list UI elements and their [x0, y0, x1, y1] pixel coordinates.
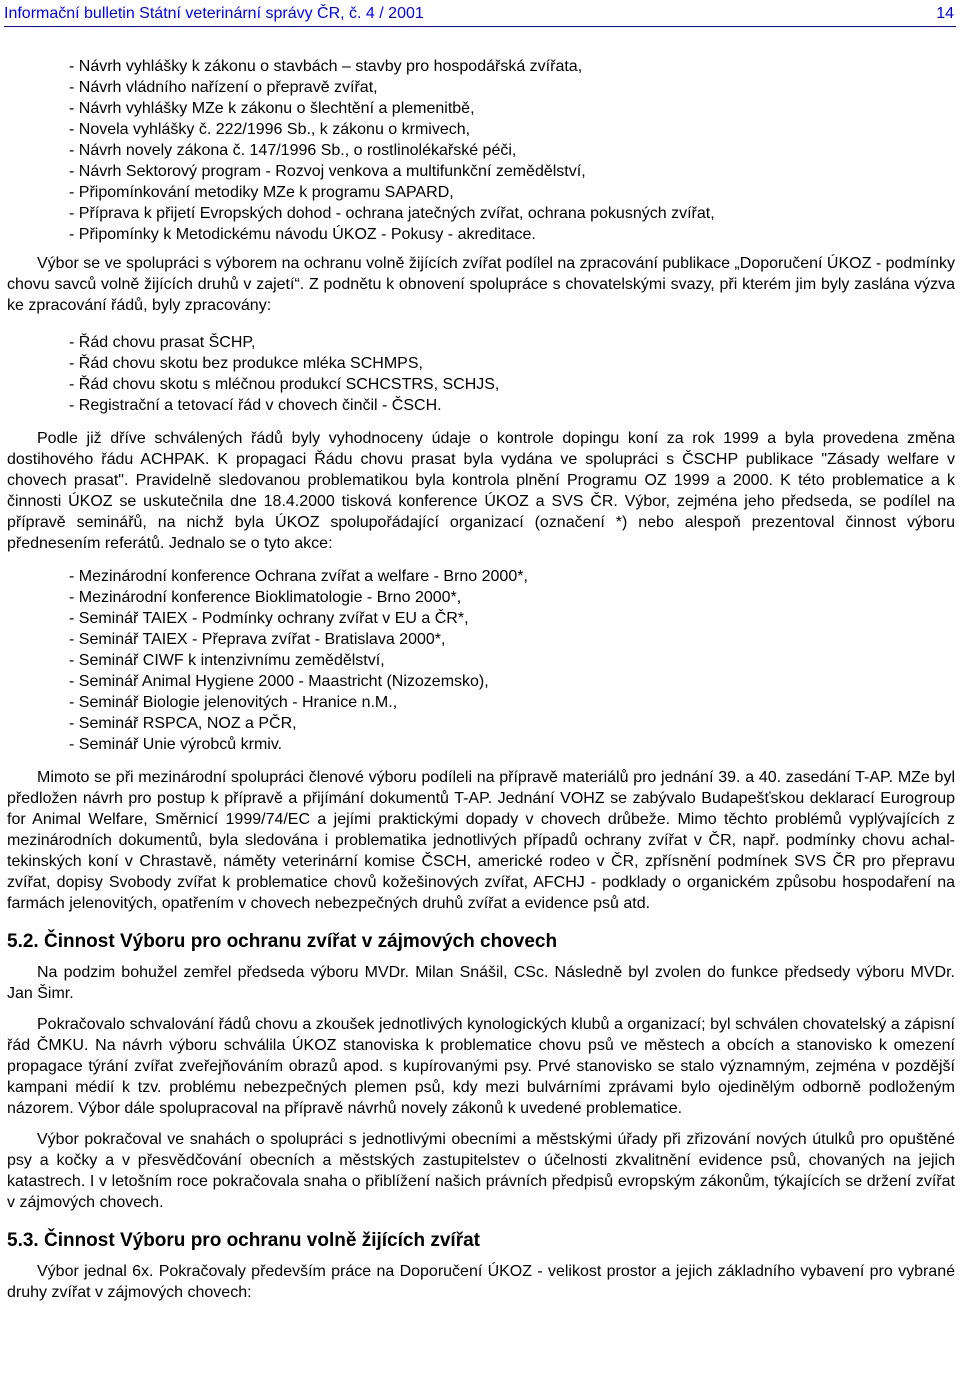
list-item: - Návrh Sektorový program - Rozvoj venkova a multifunkční zemědělství, [69, 163, 586, 180]
list-item: - Připomínky k Metodickému návodu ÚKOZ - Pokusy - akreditace. [69, 226, 536, 243]
section-heading-5-3: 5.3. Činnost Výboru pro ochranu volně žijících zvířat [7, 1230, 480, 1251]
paragraph-publication: Výbor se ve spolupráci s výborem na ochranu volně žijících zvířat podílel na zpracování publikace „Doporučení ÚKOZ - podmínky chovu savců volně žijících druhů v zajetí“. Z podnětu k obnovení spolupráce s chovatelskými svazy, při kterém jim byly zaslána výzva ke zpracování řádů, byly zpracovány: [7, 255, 955, 314]
paragraph-wildlife-committee: Výbor jednal 6x. Pokračovaly především práce na Doporučení ÚKOZ - velikost prostor a jejich základního vybavení pro vybrané druhy zvířat v zájmových chovech: [7, 1263, 955, 1301]
main-content [7, 56, 955, 1303]
list-item: - Seminář TAIEX - Podmínky ochrany zvířat v EU a ČR*, [69, 610, 469, 627]
list-item: - Seminář Biologie jelenovitých - Hranice n.M., [69, 694, 398, 711]
breeding-rules-list [7, 332, 955, 416]
bulletin-title: Informační bulletin Státní veterinární správy ČR, č. 4 / 2001 [4, 5, 424, 22]
list-item: - Řád chovu skotu bez produkce mléka SCHMPS, [69, 355, 423, 372]
list-item: - Seminář CIWF k intenzivnímu zemědělství, [69, 652, 385, 669]
list-item: - Návrh vyhlášky MZe k zákonu o šlechtění a plemenitbě, [69, 100, 475, 117]
list-item: - Seminář Animal Hygiene 2000 - Maastricht (Nizozemsko), [69, 673, 489, 690]
list-item: - Připomínkování metodiky MZe k programu SAPARD, [69, 184, 454, 201]
list-item: - Seminář RSPCA, NOZ a PČR, [69, 715, 297, 732]
list-item: - Novela vyhlášky č. 222/1996 Sb., k zákonu o krmivech, [69, 121, 471, 138]
list-item: - Řád chovu prasat ŠCHP, [69, 334, 256, 351]
paragraph-international: Mimoto se při mezinárodní spolupráci členové výboru podíleli na přípravě materiálů pro jednání 39. a 40. zasedání T-AP. MZe byl předložen návrh pro postup k přípravě a přijímání dokumentů T-AP. Jednání VOHZ se zabývalo Budapešťskou deklarací Eurogroup for Animal Welfare, Směrnicí 1999/74/EC a jejími praktickými dopady v chovech drůbeže. Mimo těchto problémů vyplývajících z mezinárodních dokumentů, byla sledována i problematika jednotlivých případů ochrany zvířat v ČR, např. podmínky chovu achal-tekinských koní v Chrastavě, náměty veterinární komise ČSCH, americké rodeo v ČR, zpřísnění podmínek SVS ČR pro přepravu zvířat, dopisy Svobody zvířat k problematice chovů kožešinových zvířat, AFCHJ - podklady o organickém způsobu hospodaření na farmách jelenovitých, opatřením v chovech nebezpečných druhů zvířat a evidence psů atd. [7, 769, 955, 912]
list-item: - Mezinárodní konference Ochrana zvířat a welfare - Brno 2000*, [69, 568, 528, 585]
list-item: - Mezinárodní konference Bioklimatologie - Brno 2000*, [69, 589, 462, 606]
paragraph-shelters: Výbor pokračoval ve snahách o spolupráci s jednotlivými obecními a městskými úřady při zřizování nových útulků pro opuštěné psy a kočky a v přesvědčování obecních a městských zastupitelstev o účelnosti zkvalitnění evidence psů, chovaných na jejich katastrech. I v letošním roce pokračovala snaha o přiblížení našich právních předpisů evropským zákonům, týkajících se držení zvířat v zájmových chovech. [7, 1131, 955, 1211]
list-item: - Seminář TAIEX - Přeprava zvířat - Bratislava 2000*, [69, 631, 446, 648]
list-item: - Návrh novely zákona č. 147/1996 Sb., o rostlinolékařské péči, [69, 142, 517, 159]
list-item: - Návrh vládního nařízení o přepravě zvířat, [69, 79, 378, 96]
legislation-list [7, 56, 955, 245]
list-item: - Návrh vyhlášky k zákonu o stavbách – stavby pro hospodářská zvířata, [69, 58, 583, 75]
list-item: - Registrační a tetovací řád v chovech činčil - ČSCH. [69, 397, 442, 414]
page-header [4, 4, 956, 27]
page-number: 14 [936, 5, 954, 22]
section-heading-5-2: 5.2. Činnost Výboru pro ochranu zvířat v zájmových chovech [7, 931, 558, 952]
paragraph-chairman: Na podzim bohužel zemřel předseda výboru MVDr. Milan Snášil, CSc. Následně byl zvolen do funkce předsedy výboru MVDr. Jan Šimr. [7, 964, 955, 1002]
paragraph-dog-rules: Pokračovalo schvalování řádů chovu a zkoušek jednotlivých kynologických klubů a organizací; byl schválen chovatelský a zápisní řád ČMKU. Na návrh výboru schválila ÚKOZ stanoviska k problematice chovu psů ve městech a obcích a stanovisko k omezení propagace týrání zvířat zveřejňováním obrazů apod. s kupírovanými psy. Prvé stanovisko se stalo významným, zejména v pozdější kampani médií k tzv. problému nebezpečných plemen psů, kdy mezi bulvárními zprávami bylo ojedinělým odborně podloženým názorem. Výbor dále spolupracoval na přípravě návrhů novely zákonů k uvedené problematice. [7, 1016, 955, 1117]
list-item: - Seminář Unie výrobců krmiv. [69, 736, 283, 753]
paragraph-doping-control: Podle již dříve schválených řádů byly vyhodnoceny údaje o kontrole dopingu koní za rok 1999 a byla provedena změna dostihového řádu ACHPAK. K propagaci Řádu chovu prasat byla vydána ve spolupráci s ČSCHP publikace "Zásady welfare v chovech prasat". Pravidelně sledovanou problematikou byla kontrola plnění Programu OZ 1999 a 2000. K této problematice a k činnosti ÚKOZ se uskutečnila dne 18.4.2000 tisková konference ÚKOZ a SVS ČR. Výbor, zejména jeho předseda, se podílel na přípravě seminářů, na nichž byla ÚKOZ spolupořádající organizací (označení *) nebo alespoň prezentoval činnost výboru přednesením referátů. Jednalo se o tyto akce: [7, 430, 955, 552]
events-list [7, 566, 955, 755]
list-item: - Příprava k přijetí Evropských dohod - ochrana jatečných zvířat, ochrana pokusných zvířat, [69, 205, 715, 222]
list-item: - Řád chovu skotu s mléčnou produkcí SCHCSTRS, SCHJS, [69, 376, 500, 393]
